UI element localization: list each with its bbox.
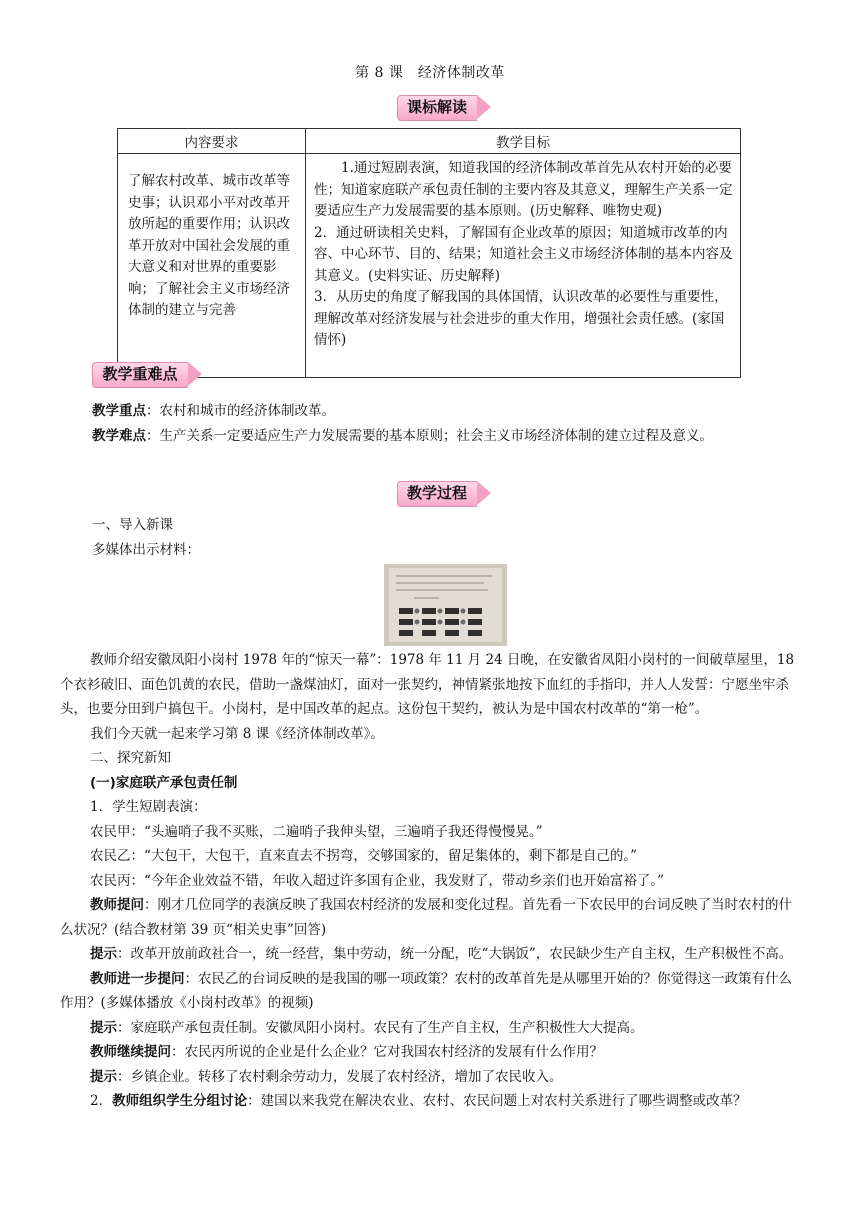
section-heading-1: 一、导入新课 (92, 517, 173, 533)
xiaogang-story: 教师介绍安徽凤阳小岗村 1978 年的“惊天一幕”：1978 年 11 月 24 日晚，在安徽省凤阳小岗村的一间破草屋里，18 个衣衫破旧、面色饥黄的农民，借助一盏煤油灯，面对一张契约，神情紧张地按下血红的手指印，并人人发誓：宁愿坐牢杀头，也要分田到户搞包干。小岗村，是中国改革的起点。这份包干契约，被认为是中国农村改革的“第一枪”。 (60, 652, 795, 717)
table-header-objectives: 教学目标 (306, 129, 741, 154)
table-header-requirement: 内容要求 (118, 129, 306, 154)
banner-key-points (92, 362, 202, 386)
objective-1: 1.通过短剧表演，知道我国的经济体制改革首先从农村开始的必要性；知道家庭联产承包责任制的主要内容及其意义，理解生产关系一定要适应生产力发展需要的基本原则。(历史解释、唯物史观) (314, 160, 733, 219)
teacher-question-3: 教师继续提问：农民丙所说的企业是什么企业？它对我国农村经济的发展有什么作用？ (90, 1044, 603, 1060)
hint-3: 提示：乡镇企业。转移了农村剩余劳动力，发展了农村经济，增加了农民收入。 (90, 1068, 563, 1085)
contract-photo (384, 564, 507, 646)
teaching-difficulty: 教学难点：生产关系一定要适应生产力发展需要的基本原则；社会主义市场经济体制的建立过程及意义。 (92, 427, 713, 444)
hint-1: 提示：改革开放前政社合一，统一经营，集中劳动，统一分配，吃“大锅饭”，农民缺少生产自主权，生产积极性不高。 (90, 946, 793, 962)
lesson-title: 第 8 课 经济体制改革 (355, 65, 505, 81)
today-lesson: 我们今天就一起来学习第 8 课《经济体制改革》。 (90, 725, 384, 742)
process-body (60, 648, 800, 1114)
subsection-1: (一)家庭联产承包责任制 (90, 774, 238, 791)
group-discussion: 2．教师组织学生分组讨论：建国以来我党在解决农业、农村、农民问题上对农村关系进行了哪些调整或改革？ (90, 1093, 747, 1109)
farmer-c-line: 农民丙：“今年企业效益不错，年收入超过许多国有企业，我发财了，带动乡亲们也开始富裕了。” (90, 872, 665, 889)
process-section-intro (92, 513, 792, 562)
banner-standards-label: 课标解读 (406, 98, 467, 116)
multimedia-intro: 多媒体出示材料： (92, 541, 200, 558)
hint-2: 提示：家庭联产承包责任制。安徽凤阳小岗村。农民有了生产自主权，生产积极性大大提高。 (90, 1019, 644, 1036)
skit-heading: 1．学生短剧表演： (90, 799, 207, 815)
banner-process-label: 教学过程 (406, 484, 467, 502)
teaching-focus: 教学重点：农村和城市的经济体制改革。 (92, 403, 335, 419)
farmer-b-line: 农民乙：“大包干，大包干，直来直去不拐弯，交够国家的，留足集体的，剩下都是自己的。” (90, 848, 638, 864)
section-heading-2: 二、探究新知 (90, 750, 171, 766)
standards-table (117, 128, 741, 378)
objective-3: 3．从历史的角度了解我国的具体国情，认识改革的必要性与重要性，理解改革对经济发展与社会进步的重大作用，增强社会责任感。(家国情怀) (314, 289, 728, 348)
key-points-section (92, 399, 792, 448)
farmer-a-line: 农民甲：“头遍哨子我不买账，二遍哨子我伸头望，三遍哨子我还得慢慢晃。” (90, 823, 543, 840)
teacher-question-2: 教师进一步提问：农民乙的台词反映的是我国的哪一项政策？农村的改革首先是从哪里开始的？你觉得这一政策有什么作用？(多媒体播放《小岗村改革》的视频) (60, 970, 792, 1011)
banner-key-points-label: 教学重难点 (102, 365, 178, 383)
banner-process (397, 481, 491, 505)
teacher-question-1: 教师提问：刚才几位同学的表演反映了我国农村经济的发展和变化过程。首先看一下农民甲的台词反映了当时农村的什么状况？(结合教材第 39 页“相关史事”回答) (60, 897, 792, 938)
teaching-objectives-cell (306, 154, 741, 378)
banner-standards (397, 95, 491, 119)
content-requirement-cell: 了解农村改革、城市改革等史事；认识邓小平对改革开放所起的重要作用；认识改革开放对中国社会发展的重大意义和对世界的重要影响；了解社会主义市场经济体制的建立与完善 (118, 154, 306, 378)
objective-2: 2．通过研读相关史料，了解国有企业改革的原因；知道城市改革的内容、中心环节、目的、结果；知道社会主义市场经济体制的基本内容及其意义。(史料实证、历史解释) (314, 224, 733, 284)
